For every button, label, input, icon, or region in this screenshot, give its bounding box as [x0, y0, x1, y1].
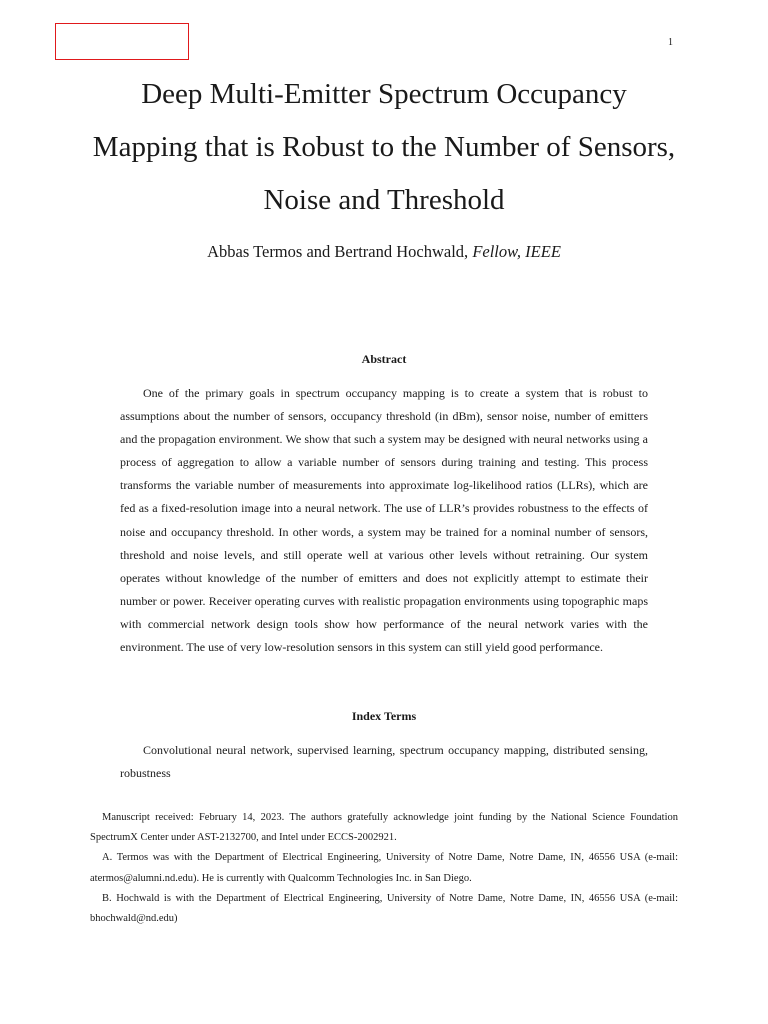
footnotes	[90, 808, 678, 929]
footnote-termos: A. Termos was with the Department of Electrical Engineering, University of Notre Dame, Notre Dame, IN, 46556 USA (e-mail: atermos@alumni.nd.edu). He is currently with Qualcomm Technologies Inc. in San Diego.	[90, 852, 678, 884]
author-line	[90, 241, 678, 263]
author-names: Abbas Termos and Bertrand Hochwald,	[207, 242, 469, 261]
footnote-manuscript: Manuscript received: February 14, 2023. The authors gratefully acknowledge joint funding by the National Science Foundation SpectrumX Center under AST-2132700, and Intel under ECCS-2002921.	[90, 812, 678, 844]
paper-title: Deep Multi-Emitter Spectrum Occupancy Mapping that is Robust to the Number of Sensors, Noise and Threshold	[92, 78, 676, 216]
page-number: 1	[668, 37, 673, 48]
author-affiliation: Fellow, IEEE	[472, 242, 561, 261]
annotation-box	[55, 23, 189, 60]
abstract-heading: Abstract	[361, 352, 407, 366]
abstract-text: One of the primary goals in spectrum occupancy mapping is to create a system that is robust to assumptions about the number of sensors, occupancy threshold (in dBm), sensor noise, number of emitters and the propagation environment. We show that such a system may be designed with neural networks using a process of aggregation to allow a variable number of sensors during training and testing. This process transforms the variable number of measurements into approximate log-likelihood ratios (LLRs), which are fed as a fixed-resolution image into a neural network. The use of LLR’s provides robustness to the effects of noise and occupancy threshold. In other words, a system may be trained for a nominal number of sensors, threshold and noise levels, and still operate well at various other levels without retraining. Our system operates without knowledge of the number of emitters and does not explicitly attempt to estimate their number or power. Receiver operating curves with realistic propagation environments using topographic maps with commercial network design tools show how performance of the neural network varies with the environment. The use of very low-resolution sensors in this system can still yield good performance.	[120, 386, 648, 655]
index-terms-text: Convolutional neural network, supervised learning, spectrum occupancy mapping, distributed sensing, robustness	[120, 743, 648, 781]
footnote-hochwald: B. Hochwald is with the Department of Electrical Engineering, University of Notre Dame, Notre Dame, IN, 46556 USA (e-mail: bhochwald@nd.edu)	[90, 892, 678, 925]
index-terms-heading: Index Terms	[351, 709, 417, 723]
